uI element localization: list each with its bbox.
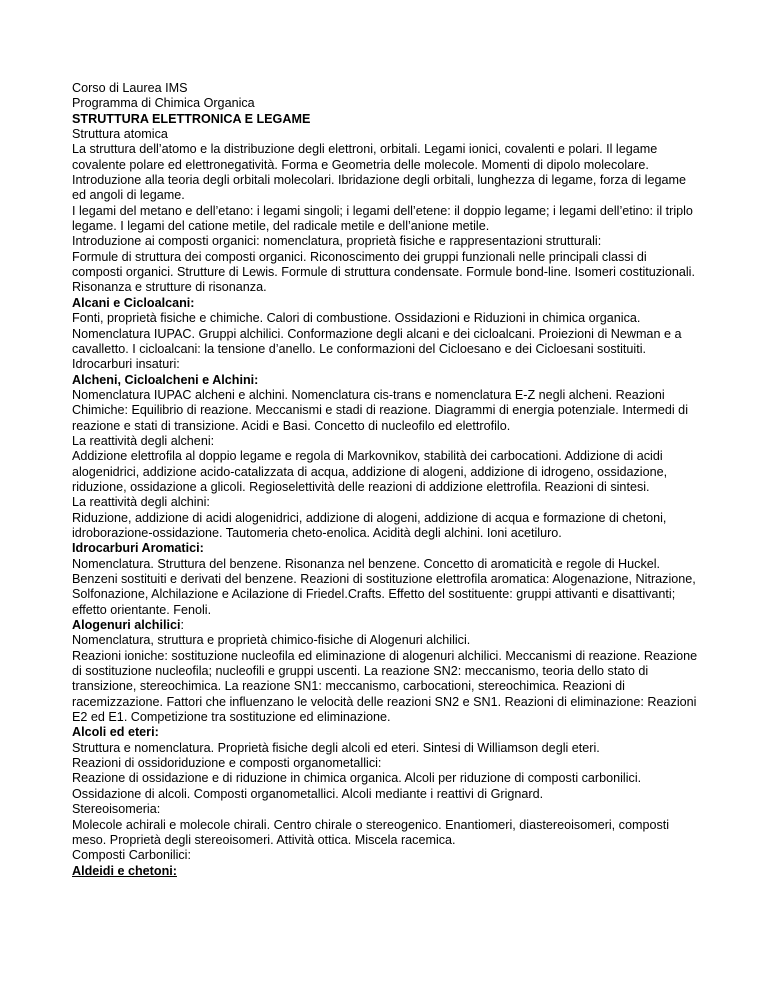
section-heading: Alogenuri alchilici xyxy=(72,618,181,633)
section-heading: Aldeidi e chetoni: xyxy=(72,863,177,878)
paragraph: Molecole achirali e molecole chirali. Centro chirale o stereogenico. Enantiomeri, diastereoisomeri, composti meso. Proprietà degli stereoisomeri. Attività ottica. Miscela racemica. xyxy=(72,817,670,847)
subsection-heading: Stereoisomeria: xyxy=(72,802,161,817)
paragraph: Nomenclatura IUPAC alcheni e alchini. Nomenclatura cis-trans e nomenclatura E-Z negli alcheni. Reazioni Chimiche: Equilibrio di reazione. Meccanismi e stadi di reazione. Diagrammi di energia potenziale. Intermedi di reazione e stati di transizione. Acidi e Basi. Concetto di nucleofilo ed elettrofilo. xyxy=(72,387,688,433)
subsection-heading: Idrocarburi insaturi: xyxy=(72,357,180,372)
subsection-heading: Struttura atomica xyxy=(72,127,168,142)
subsection-heading: Introduzione ai composti organici: nomenclatura, proprietà fisiche e rappresentazioni strutturali: xyxy=(72,234,602,249)
heading-suffix: : xyxy=(180,618,184,633)
paragraph: Reazioni ioniche: sostituzione nucleofila ed eliminazione di alogenuri alchilici. Meccanismi di reazione. Reazione di sostituzione nucleofila; nucleofili e gruppi uscenti. La reazione SN2: meccanismo, teoria dello stato di transizione, stereochimica. La reazione SN1: meccanismo, carbocationi, stereochimica. Reazioni di racemizzazione. Fattori che influenzano le velocità delle reazioni SN2 e SN1. Reazioni di eliminazione: Reazioni E2 ed E1. Competizione tra sostituzione ed eliminazione. xyxy=(72,648,698,725)
subsection-heading: Composti Carbonilici: xyxy=(72,848,191,863)
paragraph: La struttura dell’atomo e la distribuzione degli elettroni, orbitali. Legami ionici, covalenti e polari. Il legame covalente polare ed elettronegatività. Forma e Geometria delle molecole. Momenti di dipolo molecolare. Introduzione alla teoria degli orbitali molecolari. Ibridazione degli orbitali, lunghezza di legame, forza di legame ed angoli di legame. xyxy=(72,142,686,203)
document-line: Programma di Chimica Organica xyxy=(72,96,255,111)
paragraph: Nomenclatura, struttura e proprietà chimico-fisiche di Alogenuri alchilici. xyxy=(72,633,471,648)
paragraph: Fonti, proprietà fisiche e chimiche. Calori di combustione. Ossidazioni e Riduzioni in chimica organica. Nomenclatura IUPAC. Gruppi alchilici. Conformazione degli alcani e dei cicloalcani. Proiezioni di Newman e a cavalletto. I cicloalcani: la tensione d’anello. Le conformazioni del Cicloesano e dei Cicloesani sostituiti. xyxy=(72,311,682,356)
subsection-heading: La reattività degli alcheni: xyxy=(72,433,215,448)
paragraph: Nomenclatura. Struttura del benzene. Risonanza nel benzene. Concetto di aromaticità e regole di Huckel. Benzeni sostituiti e derivati del benzene. Reazioni di sostituzione elettrofila aromatica: Alogenazione, Nitrazione, Solfonazione, Alchilazione e Acilazione di Friedel.Crafts. Effetto del sostituente: gruppi attivanti e disattivanti; effetto orientante. Fenoli. xyxy=(72,556,696,617)
paragraph: I legami del metano e dell’etano: i legami singoli; i legami dell’etene: il doppio legame; i legami dell’etino: il triplo legame. I legami del catione metile, del radicale metile e dell’anione metile. xyxy=(72,203,693,234)
document-line: Corso di Laurea IMS xyxy=(72,81,188,95)
document-page xyxy=(72,81,698,879)
section-heading-with-suffix xyxy=(72,618,698,633)
paragraph: Formule di struttura dei composti organici. Riconoscimento dei gruppi funzionali nelle principali classi di composti organici. Strutture di Lewis. Formule di struttura condensate. Formule bond-line. Isomeri costituzionali. Risonanza e strutture di risonanza. xyxy=(72,249,695,295)
section-heading: Alcani e Cicloalcani: xyxy=(72,295,195,310)
paragraph: Addizione elettrofila al doppio legame e regola di Markovnikov, stabilità dei carbocationi. Addizione di acidi alogenidrici, addizione acido-catalizzata di acqua, addizione di alogeni, addizione di idrogeno, ossidazione, riduzione, ossidazione a glicoli. Regioselettività delle reazioni di addizione elettrofila. Reazioni di sintesi. xyxy=(72,449,668,494)
subsection-heading: La reattività degli alchini: xyxy=(72,495,210,510)
paragraph: Reazione di ossidazione e di riduzione in chimica organica. Alcoli per riduzione di composti carbonilici. Ossidazione di alcoli. Composti organometallici. Alcoli mediante i reattivi di Grignard. xyxy=(72,771,642,801)
paragraph: Riduzione, addizione di acidi alogenidrici, addizione di alogeni, addizione di acqua e formazione di chetoni, idroborazione-ossidazione. Tautomeria cheto-enolica. Acidità degli alchini. Ioni acetiluro. xyxy=(72,510,667,540)
paragraph: Struttura e nomenclatura. Proprietà fisiche degli alcoli ed eteri. Sintesi di Williamson degli eteri. xyxy=(72,740,600,755)
section-heading: STRUTTURA ELETTRONICA E LEGAME xyxy=(72,111,311,126)
section-heading: Alcoli ed eteri: xyxy=(72,725,159,740)
section-heading: Idrocarburi Aromatici: xyxy=(72,541,204,556)
section-heading: Alcheni, Cicloalcheni e Alchini: xyxy=(72,372,259,387)
subsection-heading: Reazioni di ossidoriduzione e composti organometallici: xyxy=(72,756,382,771)
